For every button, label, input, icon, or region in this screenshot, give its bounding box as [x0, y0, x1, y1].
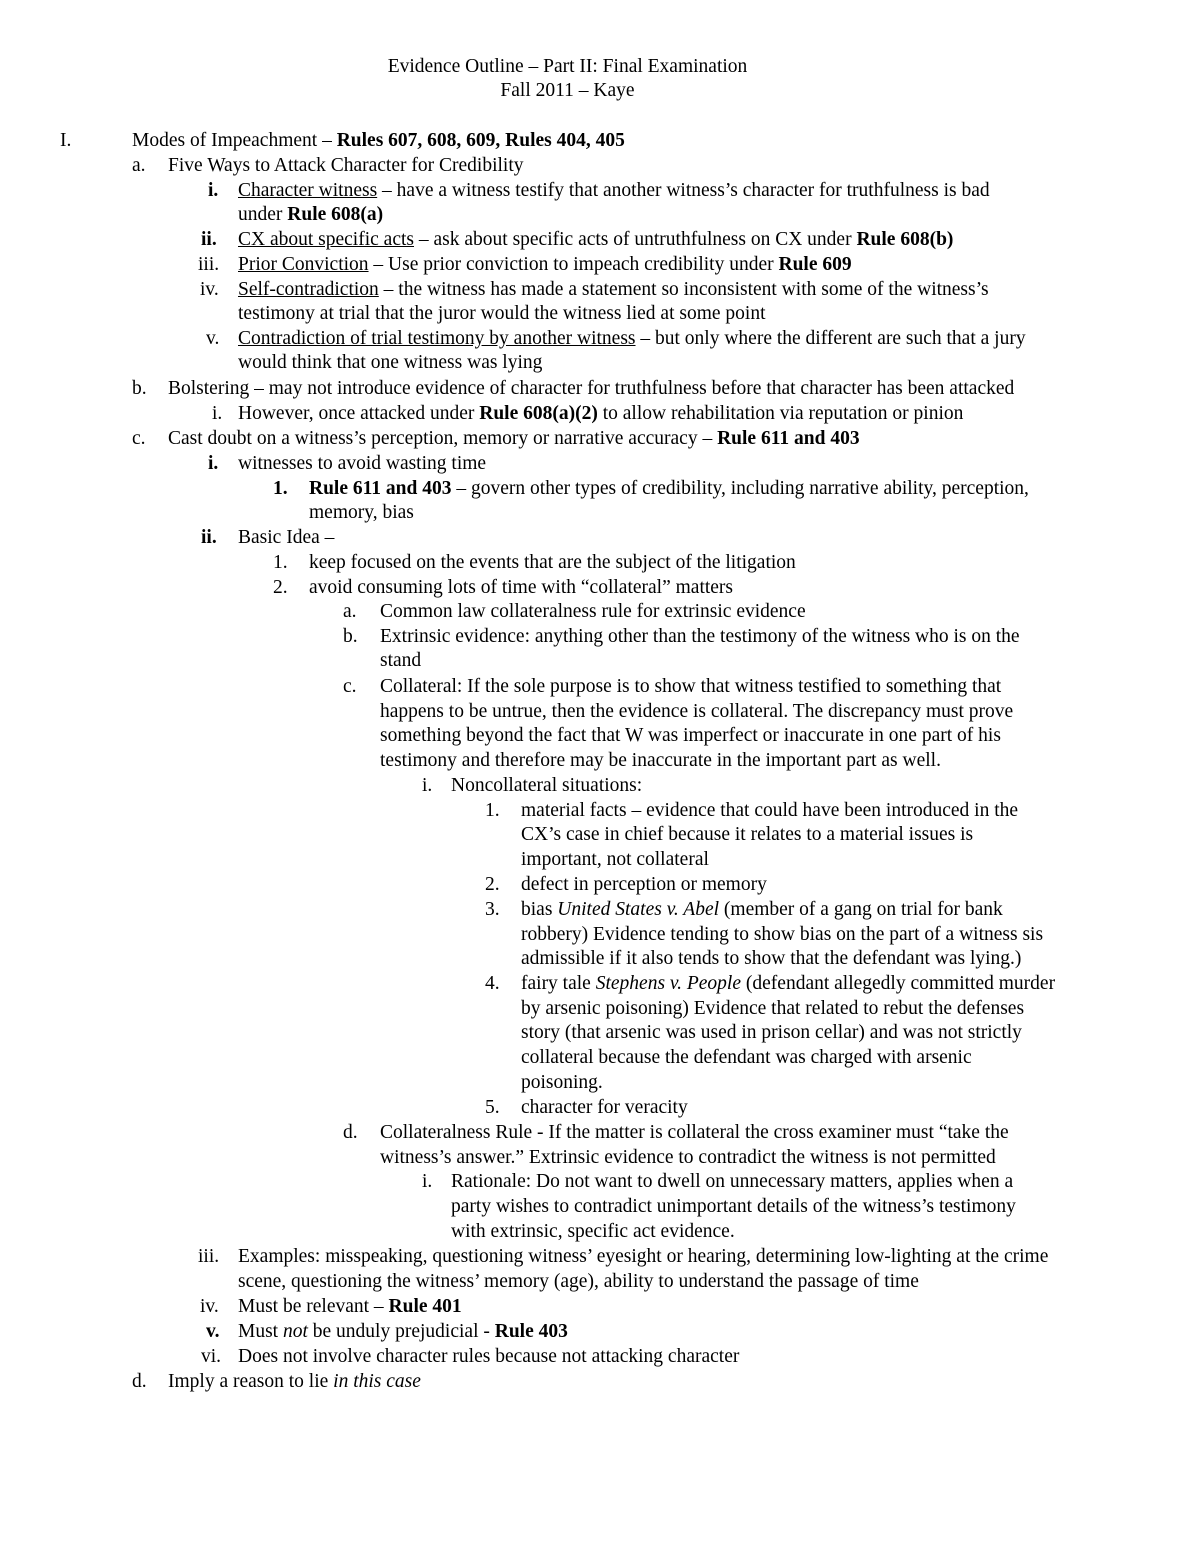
- outline-item-continued: with extrinsic, specific act evidence.: [451, 1221, 735, 1242]
- outline-item: [238, 1320, 568, 1344]
- rule-reference: Rule 608(a)(2): [479, 403, 598, 424]
- outline-marker: iv.: [200, 1296, 219, 1317]
- outline-marker: i.: [212, 403, 223, 424]
- outline-marker: i.: [208, 180, 219, 201]
- item-title: CX about specific acts: [238, 229, 414, 250]
- outline-marker: i.: [422, 775, 433, 796]
- outline-item: Bolstering – may not introduce evidence of character for truthfulness before that character has been attacked: [168, 378, 1015, 399]
- outline-marker: v.: [206, 328, 220, 349]
- outline-item: witnesses to avoid wasting time: [238, 453, 487, 474]
- item-text: to allow rehabilitation via reputation or pinion: [597, 403, 964, 424]
- outline-marker: iv.: [200, 279, 219, 300]
- section-heading: [132, 129, 625, 153]
- rule-reference: Rule 608(a): [287, 204, 384, 225]
- document-subtitle: Fall 2011 – Kaye: [500, 80, 635, 101]
- outline-item-continued: testimony and therefore may be inaccurate in the important part as well.: [380, 750, 941, 771]
- outline-marker: d.: [132, 1371, 147, 1392]
- outline-item-continued: [238, 203, 383, 227]
- item-text: fairy tale: [521, 973, 596, 994]
- outline-item: Basic Idea –: [238, 527, 335, 548]
- item-text: – the witness has made a statement so inconsistent with some of the witness’s: [378, 279, 989, 300]
- outline-marker: d.: [343, 1122, 358, 1143]
- outline-marker: b.: [343, 626, 358, 647]
- outline-marker: 1.: [273, 552, 288, 573]
- outline-item: [309, 477, 1029, 501]
- outline-item-continued: robbery) Evidence tending to show bias on the part of a witness sis: [521, 924, 1044, 945]
- item-text: – govern other types of credibility, including narrative ability, perception,: [451, 478, 1029, 499]
- outline-marker: iii.: [198, 254, 220, 275]
- outline-item-continued: by arsenic poisoning) Evidence that related to rebut the defenses: [521, 998, 1025, 1019]
- outline-marker: 3.: [485, 899, 500, 920]
- outline-marker: a.: [343, 601, 357, 622]
- item-text: However, once attacked under: [238, 403, 480, 424]
- item-text: Must: [238, 1321, 283, 1342]
- outline-marker: c.: [343, 676, 357, 697]
- outline-item-continued: happens to be untrue, then the evidence is collateral. The discrepancy must prove: [380, 701, 1014, 722]
- item-text: bias: [521, 899, 558, 920]
- rule-reference: Rule 608(b): [856, 229, 954, 250]
- outline-item: Examples: misspeaking, questioning witness’ eyesight or hearing, determining low-lighting at the crime: [238, 1246, 1049, 1267]
- outline-item: Collateral: If the sole purpose is to show that witness testified to something that: [380, 676, 1002, 697]
- outline-item-continued: stand: [380, 650, 422, 671]
- item-text: be unduly prejudicial -: [307, 1321, 495, 1342]
- outline-item: Noncollateral situations:: [451, 775, 643, 796]
- item-title: Prior Conviction: [238, 254, 369, 275]
- outline-item-continued: would think that one witness was lying: [238, 352, 543, 373]
- outline-marker: iii.: [198, 1246, 220, 1267]
- document-title: Evidence Outline – Part II: Final Examination: [387, 56, 748, 77]
- outline-marker: 4.: [485, 973, 500, 994]
- rule-reference: Rule 403: [494, 1321, 568, 1342]
- outline-marker: i.: [208, 453, 219, 474]
- outline-item-continued: CX’s case in chief because it relates to a material issues is: [521, 824, 974, 845]
- outline-item: character for veracity: [521, 1097, 688, 1118]
- outline-marker: I.: [60, 130, 72, 151]
- outline-item: defect in perception or memory: [521, 874, 767, 895]
- item-text: Must be relevant –: [238, 1296, 389, 1317]
- outline-item: material facts – evidence that could have been introduced in the: [521, 800, 1019, 821]
- outline-item: Rationale: Do not want to dwell on unnecessary matters, applies when a: [451, 1171, 1014, 1192]
- outline-item-continued: important, not collateral: [521, 849, 709, 870]
- item-title: Contradiction of trial testimony by another witness: [238, 328, 636, 349]
- outline-item-continued: collateral because the defendant was charged with arsenic: [521, 1047, 972, 1068]
- outline-item: [238, 402, 963, 426]
- item-title: Self-contradiction: [238, 279, 379, 300]
- item-text: Cast doubt on a witness’s perception, memory or narrative accuracy –: [168, 428, 718, 449]
- item-text: – ask about specific acts of untruthfulness on CX under: [414, 229, 857, 250]
- outline-item: [521, 972, 1055, 996]
- outline-item-continued: story (that arsenic was used in prison cellar) and was not strictly: [521, 1022, 1022, 1043]
- outline-item-continued: something beyond the fact that W was imperfect or inaccurate in one part of his: [380, 725, 1001, 746]
- item-text: (member of a gang on trial for bank: [719, 899, 1003, 920]
- outline-item: Collateralness Rule - If the matter is collateral the cross examiner must “take the: [380, 1122, 1009, 1143]
- outline-item-continued: poisoning.: [521, 1072, 603, 1093]
- rule-reference: Rule 611 and 403: [717, 428, 860, 449]
- outline-marker: ii.: [201, 527, 217, 548]
- outline-item: [238, 327, 1026, 351]
- outline-item: [238, 228, 953, 252]
- outline-item: Common law collateralness rule for extrinsic evidence: [380, 601, 806, 622]
- outline-item: keep focused on the events that are the subject of the litigation: [309, 552, 796, 573]
- item-text: – Use prior conviction to impeach credibility under: [368, 254, 779, 275]
- outline-marker: ii.: [201, 229, 217, 250]
- outline-item-continued: witness’s answer.” Extrinsic evidence to contradict the witness is not permitted: [380, 1147, 996, 1168]
- outline-item-continued: admissible if it also tends to show that the defendant was lying.): [521, 948, 1022, 969]
- outline-marker: 1.: [273, 478, 288, 499]
- item-text: Imply a reason to lie: [168, 1371, 334, 1392]
- outline-item: [168, 1370, 421, 1394]
- outline-item: [238, 278, 989, 302]
- section-heading-text: Modes of Impeachment –: [132, 130, 337, 151]
- outline-item: Does not involve character rules because not attacking character: [238, 1346, 740, 1367]
- outline-marker: i.: [422, 1171, 433, 1192]
- outline-marker: vi.: [201, 1346, 222, 1367]
- item-text: – have a witness testify that another witness’s character for truthfulness is bad: [377, 180, 990, 201]
- outline-item-continued: testimony at trial that the juror would the witness lied at some point: [238, 303, 766, 324]
- outline-item: Extrinsic evidence: anything other than the testimony of the witness who is on the: [380, 626, 1020, 647]
- item-text: (defendant allegedly committed murder: [741, 973, 1056, 994]
- outline-item-continued: scene, questioning the witness’ memory (age), ability to understand the passage of time: [238, 1271, 919, 1292]
- outline-item: [521, 898, 1003, 922]
- outline-item: Five Ways to Attack Character for Credibility: [168, 155, 524, 176]
- rule-reference: Rule 401: [388, 1296, 462, 1317]
- outline-marker: 2.: [273, 577, 288, 598]
- item-title: Character witness: [238, 180, 378, 201]
- outline-item-continued: party wishes to contradict unimportant details of the witness’s testimony: [451, 1196, 1016, 1217]
- outline-marker: 1.: [485, 800, 500, 821]
- emphasis: not: [282, 1321, 308, 1342]
- outline-marker: v.: [206, 1321, 220, 1342]
- outline-item: [168, 427, 860, 451]
- outline-item: [238, 1295, 462, 1319]
- rule-reference: Rules 607, 608, 609, Rules 404, 405: [336, 130, 625, 151]
- outline-item-continued: memory, bias: [309, 502, 414, 523]
- outline-marker: 2.: [485, 874, 500, 895]
- item-text: under: [238, 204, 288, 225]
- outline-marker: 5.: [485, 1097, 500, 1118]
- emphasis: in this case: [333, 1371, 421, 1392]
- outline-marker: b.: [132, 378, 147, 399]
- case-name: Stephens v. People: [595, 973, 742, 994]
- outline-marker: c.: [132, 428, 146, 449]
- outline-item: [238, 253, 852, 277]
- outline-marker: a.: [132, 155, 146, 176]
- rule-reference: Rule 609: [778, 254, 852, 275]
- outline-item: [238, 179, 990, 203]
- outline-item: avoid consuming lots of time with “collateral” matters: [309, 577, 734, 598]
- case-name: United States v. Abel: [557, 899, 720, 920]
- item-text: – but only where the different are such that a jury: [635, 328, 1026, 349]
- rule-reference: Rule 611 and 403: [309, 478, 452, 499]
